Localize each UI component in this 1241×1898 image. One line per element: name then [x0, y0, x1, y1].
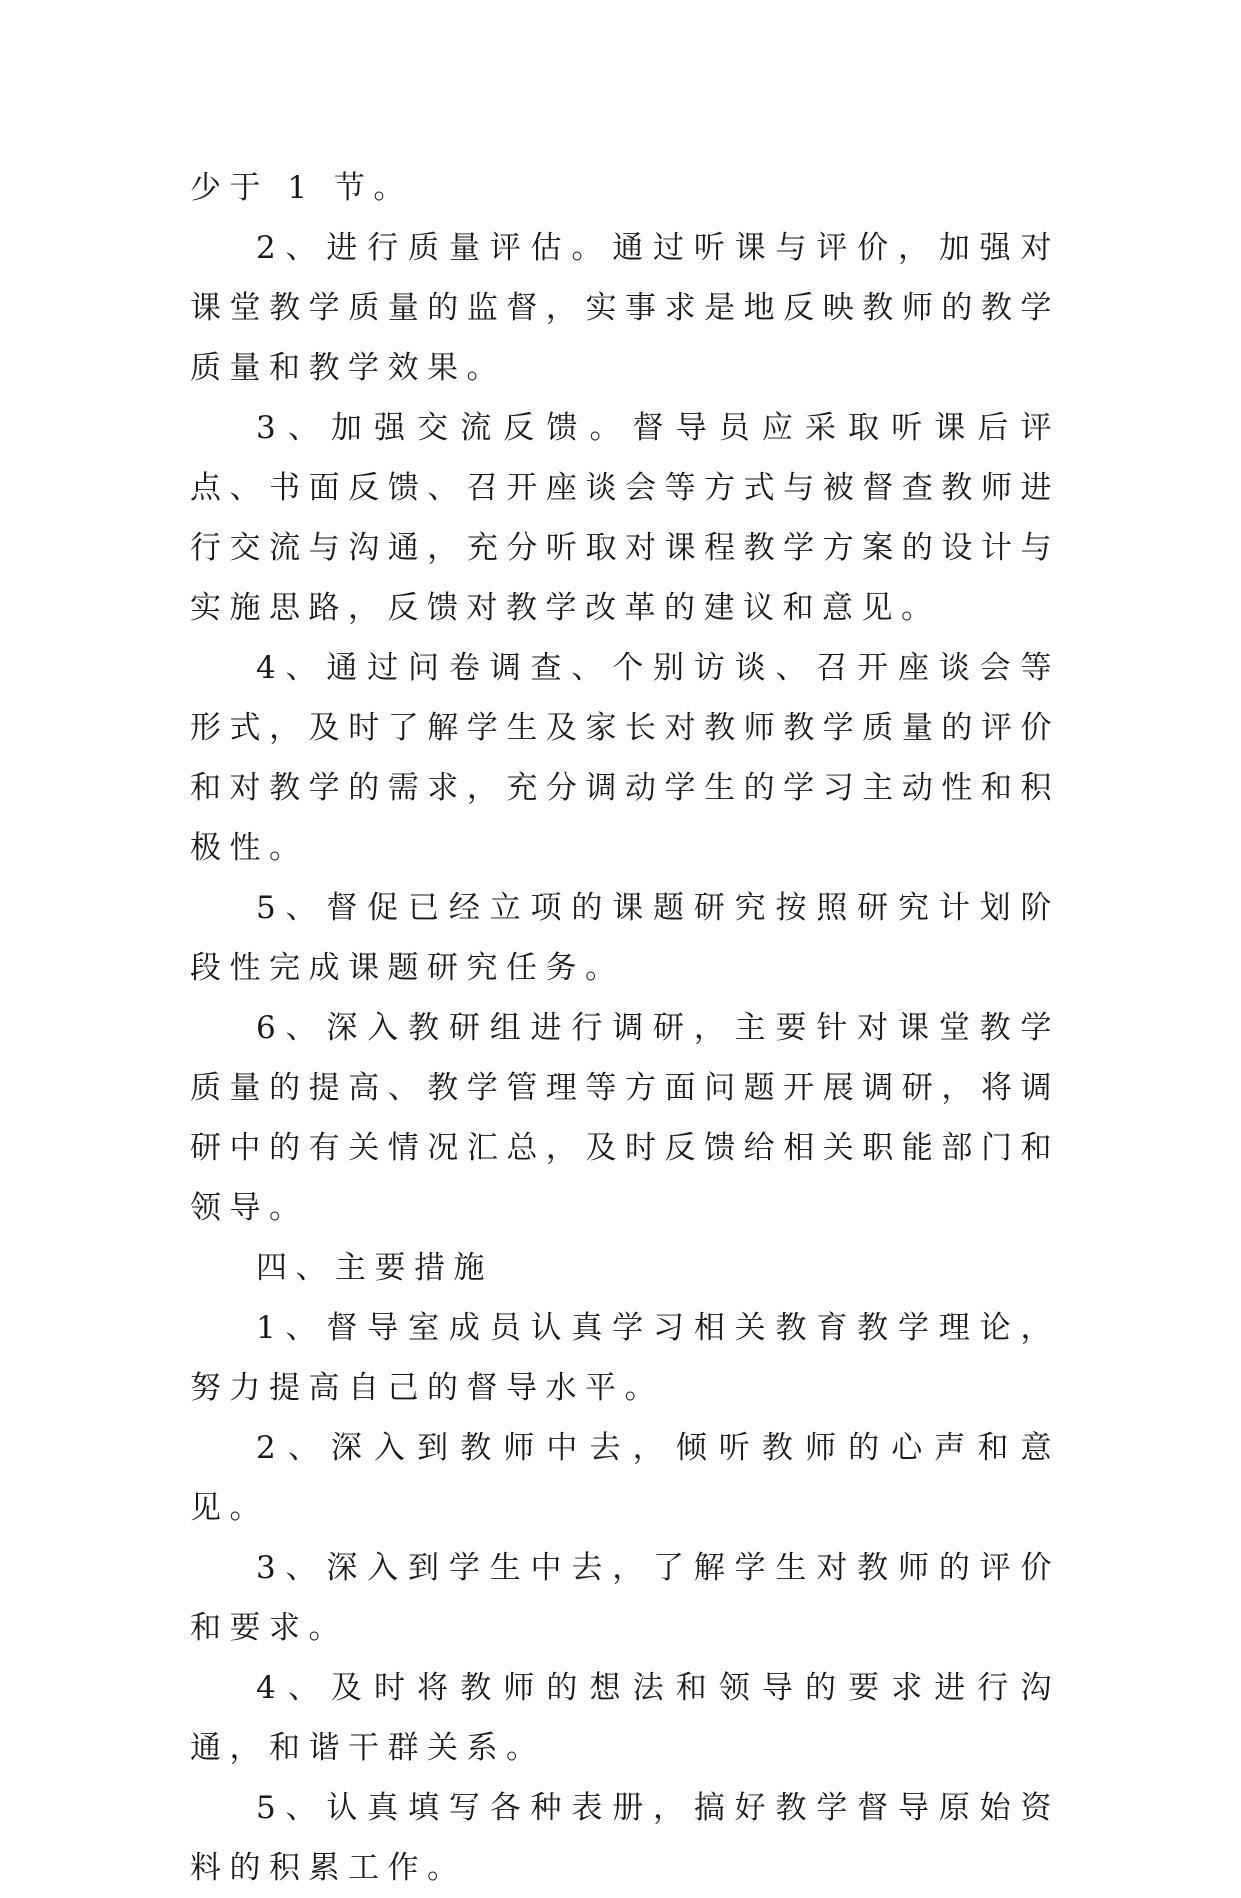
paragraph-item-2-quality-assessment: 2、进行质量评估。通过听课与评价，加强对课堂教学质量的监督，实事求是地反映教师的教学质量和教学效果。	[190, 230, 1060, 386]
paragraph-item-5-research: 5、督促已经立项的课题研究按照研究计划阶段性完成课题研究任务。	[190, 890, 1060, 986]
paragraph-item-4-survey: 4、通过问卷调查、个别访谈、召开座谈会等形式，及时了解学生及家长对教师教学质量的评价和对教学的需求，充分调动学生的学习主动性和积极性。	[190, 650, 1060, 866]
paragraph-measure-3: 3、深入到学生中去，了解学生对教师的评价和要求。	[190, 1550, 1060, 1646]
document-body	[190, 158, 1060, 1898]
paragraph-continuation: 少于 1 节。	[190, 170, 413, 206]
paragraph-measure-2: 2、深入到教师中去，倾听教师的心声和意见。	[190, 1430, 1060, 1526]
paragraph-measure-4: 4、及时将教师的想法和领导的要求进行沟通，和谐干群关系。	[190, 1670, 1060, 1766]
paragraph-measure-5: 5、认真填写各种表册，搞好教学督导原始资料的积累工作。	[190, 1790, 1060, 1886]
section-heading-measures: 四、主要措施	[256, 1250, 493, 1286]
paragraph-measure-1: 1、督导室成员认真学习相关教育教学理论，努力提高自己的督导水平。	[190, 1310, 1060, 1406]
paragraph-item-3-feedback: 3、加强交流反馈。督导员应采取听课后评点、书面反馈、召开座谈会等方式与被督查教师进行交流与沟通，充分听取对课程教学方案的设计与实施思路，反馈对教学改革的建议和意见。	[190, 410, 1060, 626]
paragraph-item-6-investigation: 6、深入教研组进行调研，主要针对课堂教学质量的提高、教学管理等方面问题开展调研，将调研中的有关情况汇总，及时反馈给相关职能部门和领导。	[190, 1010, 1060, 1226]
